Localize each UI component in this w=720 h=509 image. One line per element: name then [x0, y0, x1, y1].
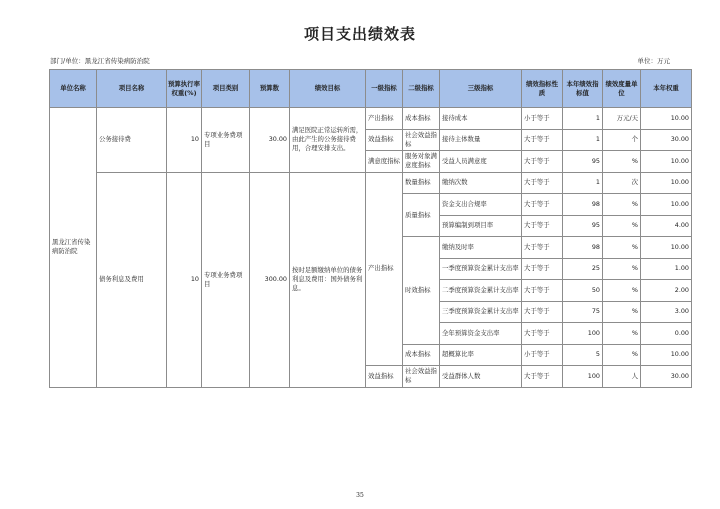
measure-unit-cell: % [603, 323, 641, 345]
execution-weight-cell: 10 [167, 108, 202, 173]
indicator-value-cell: 75 [563, 301, 603, 323]
indicator-nature-cell: 小于等于 [522, 108, 563, 130]
level3-indicator-cell: 一季度预算资金累计支出率 [440, 258, 522, 280]
header-cell: 一级指标 [366, 70, 403, 108]
indicator-value-cell: 98 [563, 237, 603, 259]
level2-indicator-cell: 成本指标 [403, 344, 440, 366]
annual-weight-cell: 10.00 [641, 237, 692, 259]
project-name-cell: 债务利息及费用 [97, 172, 167, 387]
level3-indicator-cell: 三季度预算资金累计支出率 [440, 301, 522, 323]
annual-weight-cell: 10.00 [641, 108, 692, 130]
measure-unit-cell: % [603, 151, 641, 173]
project-category-cell: 专项业务费项目 [202, 172, 250, 387]
annual-weight-cell: 10.00 [641, 172, 692, 194]
level2-indicator-cell: 成本指标 [403, 108, 440, 130]
level3-indicator-cell: 受益群体人数 [440, 366, 522, 388]
level3-indicator-cell: 资金支出合规率 [440, 194, 522, 216]
header-cell: 绩效指标性质 [522, 70, 563, 108]
header-cell: 项目类别 [202, 70, 250, 108]
measure-unit-cell: 人 [603, 366, 641, 388]
level3-indicator-cell: 预算编制到项目率 [440, 215, 522, 237]
indicator-value-cell: 95 [563, 215, 603, 237]
table-row [50, 108, 692, 130]
header-cell: 预算数 [250, 70, 290, 108]
header-cell: 绩效度量单位 [603, 70, 641, 108]
header-cell: 绩效目标 [290, 70, 366, 108]
execution-weight-cell: 10 [167, 172, 202, 387]
page-title: 项目支出绩效表 [303, 25, 416, 43]
project-category-cell: 专项业务费项目 [202, 108, 250, 173]
annual-weight-cell: 30.00 [641, 366, 692, 388]
indicator-value-cell: 100 [563, 323, 603, 345]
measure-unit-cell: % [603, 344, 641, 366]
department-label: 部门/单位：黑龙江省传染病防治院 [50, 57, 150, 65]
performance-goal-cell: 满足医院正常运转所需，由此产生的公务接待费用，合理安排支出。 [290, 108, 366, 173]
level3-indicator-cell: 接待主体数量 [440, 129, 522, 151]
level2-indicator-cell: 社会效益指标 [403, 129, 440, 151]
page-number: 35 [356, 492, 364, 499]
indicator-nature-cell: 大于等于 [522, 237, 563, 259]
annual-weight-cell: 4.00 [641, 215, 692, 237]
level3-indicator-cell: 接待成本 [440, 108, 522, 130]
indicator-value-cell: 50 [563, 280, 603, 302]
annual-weight-cell: 1.00 [641, 258, 692, 280]
measure-unit-cell: 次 [603, 172, 641, 194]
measure-unit-cell: % [603, 215, 641, 237]
header-cell: 本年权重 [641, 70, 692, 108]
measure-unit-cell: 万元/天 [603, 108, 641, 130]
level1-indicator-cell: 效益指标 [366, 366, 403, 388]
level2-indicator-cell: 时效指标 [403, 237, 440, 345]
indicator-nature-cell: 大于等于 [522, 258, 563, 280]
header-cell: 本年绩效指标值 [563, 70, 603, 108]
header-cell: 三级指标 [440, 70, 522, 108]
unit-label: 单位：万元 [637, 57, 670, 65]
indicator-nature-cell: 大于等于 [522, 151, 563, 173]
performance-table [49, 69, 692, 388]
level3-indicator-cell: 超概算比率 [440, 344, 522, 366]
annual-weight-cell: 10.00 [641, 194, 692, 216]
indicator-nature-cell: 大于等于 [522, 129, 563, 151]
measure-unit-cell: % [603, 258, 641, 280]
budget-cell: 300.00 [250, 172, 290, 387]
budget-cell: 30.00 [250, 108, 290, 173]
level3-indicator-cell: 二季度预算资金累计支出率 [440, 280, 522, 302]
annual-weight-cell: 30.00 [641, 129, 692, 151]
indicator-value-cell: 1 [563, 172, 603, 194]
indicator-nature-cell: 大于等于 [522, 366, 563, 388]
indicator-nature-cell: 大于等于 [522, 301, 563, 323]
table-header-row [50, 70, 692, 108]
indicator-nature-cell: 大于等于 [522, 172, 563, 194]
indicator-nature-cell: 大于等于 [522, 280, 563, 302]
header-cell: 二级指标 [403, 70, 440, 108]
measure-unit-cell: 个 [603, 129, 641, 151]
level3-indicator-cell: 全年预算资金支出率 [440, 323, 522, 345]
indicator-value-cell: 100 [563, 366, 603, 388]
level3-indicator-cell: 缴纳次数 [440, 172, 522, 194]
table-row [50, 172, 692, 194]
unit-name-cell: 黑龙江省传染病防治院 [50, 108, 97, 388]
indicator-nature-cell: 大于等于 [522, 194, 563, 216]
indicator-value-cell: 98 [563, 194, 603, 216]
measure-unit-cell: % [603, 194, 641, 216]
measure-unit-cell: % [603, 237, 641, 259]
indicator-value-cell: 1 [563, 108, 603, 130]
level2-indicator-cell: 质量指标 [403, 194, 440, 237]
indicator-nature-cell: 大于等于 [522, 323, 563, 345]
header-cell: 单位名称 [50, 70, 97, 108]
indicator-value-cell: 5 [563, 344, 603, 366]
measure-unit-cell: % [603, 280, 641, 302]
indicator-nature-cell: 大于等于 [522, 215, 563, 237]
header-cell: 预算执行率权重(%) [167, 70, 202, 108]
level3-indicator-cell: 缴纳及时率 [440, 237, 522, 259]
annual-weight-cell: 3.00 [641, 301, 692, 323]
level1-indicator-cell: 产出指标 [366, 108, 403, 130]
measure-unit-cell: % [603, 301, 641, 323]
project-name-cell: 公务接待费 [97, 108, 167, 173]
annual-weight-cell: 10.00 [641, 151, 692, 173]
level1-indicator-cell: 效益指标 [366, 129, 403, 151]
indicator-value-cell: 25 [563, 258, 603, 280]
annual-weight-cell: 2.00 [641, 280, 692, 302]
header-cell: 项目名称 [97, 70, 167, 108]
level1-indicator-cell: 产出指标 [366, 172, 403, 366]
indicator-value-cell: 95 [563, 151, 603, 173]
indicator-value-cell: 1 [563, 129, 603, 151]
level3-indicator-cell: 受益人员满意度 [440, 151, 522, 173]
level2-indicator-cell: 服务对象满意度指标 [403, 151, 440, 173]
annual-weight-cell: 0.00 [641, 323, 692, 345]
performance-goal-cell: 按时足额缴纳单位的债务利息及费用：国外债务利息。 [290, 172, 366, 387]
level2-indicator-cell: 社会效益指标 [403, 366, 440, 388]
indicator-nature-cell: 小于等于 [522, 344, 563, 366]
level2-indicator-cell: 数量指标 [403, 172, 440, 194]
annual-weight-cell: 10.00 [641, 344, 692, 366]
level1-indicator-cell: 满意度指标 [366, 151, 403, 173]
